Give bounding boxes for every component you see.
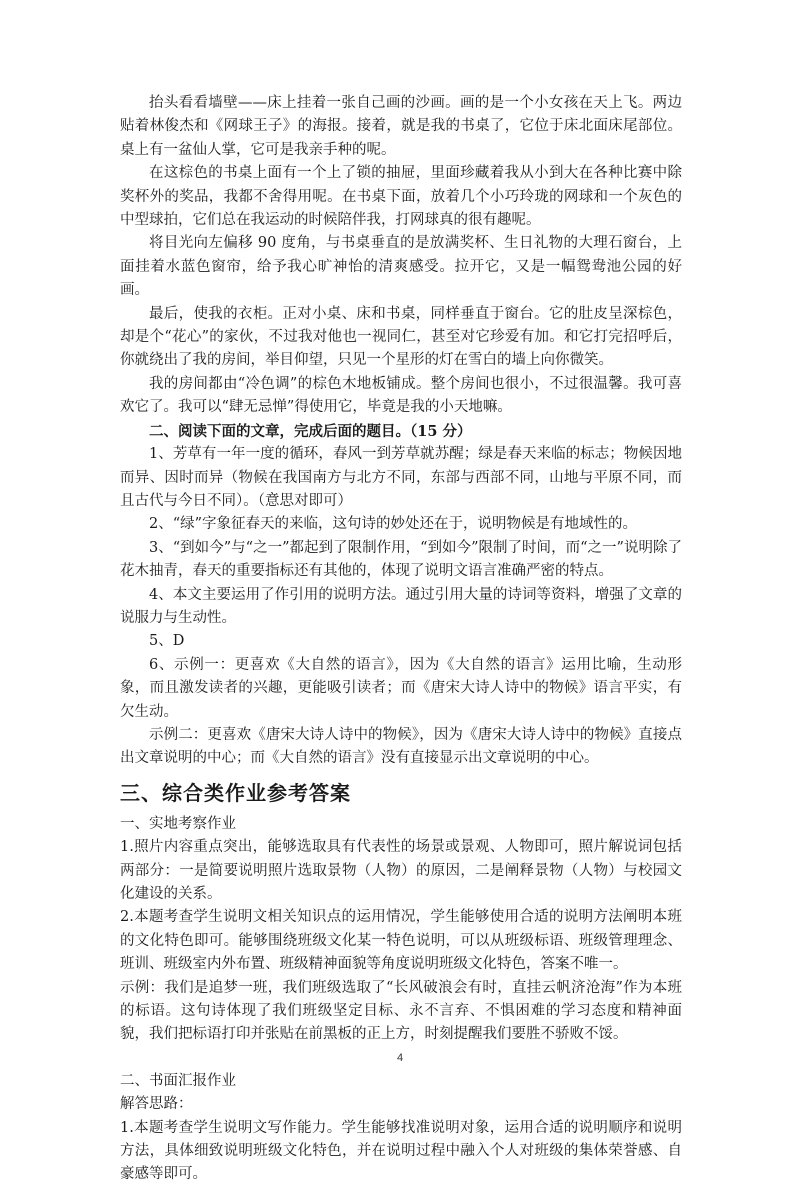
written-report-item-1: 1.本题考查学生说明文写作能力。学生能够找准说明对象，运用合适的说明顺序和说明方法，具体细致说明班级文化特色，并在说明过程中融入个人对班级的集体荣誉感、自豪感等即可。 [120,1119,682,1183]
field-study-item-2: 2.本题考查学生说明文相关知识点的运用情况，学生能够使用合适的说明方法阐明本班的文化特色即可。能够围绕班级文化某一特色说明，可以从班级标语、班级管理理念、班训、班级室内外布置、班级精神面貌等角度说明班级文化特色，答案不唯一。 [120,909,682,973]
reading-answer-6-example-2: 示例二：更喜欢《唐宋大诗人诗中的物候》，因为《唐宋大诗人诗中的物候》直接点出文章说明的中心；而《大自然的语言》没有直接显示出文章说明的中心。 [120,726,682,767]
room-paragraph-3: 将目光向左偏移 90 度角，与书桌垂直的是放满奖杯、生日礼物的大理石窗台，上面挂着水蓝色窗帘，给予我心旷神怡的清爽感受。拉开它，又是一幅鸳鸯池公园的好画。 [120,235,682,299]
page-number: 4 [396,1052,404,1064]
answer-approach-label: 解答思路： [120,1096,193,1113]
reading-answer-5: 5、D [149,633,185,650]
written-report-heading: 二、书面汇报作业 [120,1072,236,1089]
reading-answer-2: 2、“绿”字象征春天的来临，这句诗的妙处还在于，说明物候是有地域性的。 [149,516,638,533]
section-three-title: 三、综合类作业参考答案 [120,780,351,805]
room-paragraph-5: 我的房间都由“冷色调”的棕色木地板铺成。整个房间也很小，不过很温馨。我可喜欢它了。我可以“肆无忌惮”得使用它，毕竟是我的小天地嘛。 [120,375,682,416]
reading-answer-4: 4、本文主要运用了作引用的说明方法。通过引用大量的诗词等资料，增强了文章的说服力与生动性。 [120,586,682,626]
field-study-example: 示例：我们是追梦一班，我们班级选取了“长风破浪会有时，直挂云帆济沧海”作为本班的标语。这句诗体现了我们班级坚定目标、永不言弃、不惧困难的学习态度和精神面貌，我们把标语打印并张贴在前黑板的正上方，时刻提醒我们要胜不骄败不馁。 [120,979,682,1043]
field-study-heading: 一、实地考察作业 [120,815,236,832]
room-paragraph-4: 最后，使我的衣柜。正对小桌、床和书桌，同样垂直于窗台。它的肚皮呈深棕色，却是个“花心”的家伙，不过我对他也一视同仁，甚至对它珍爱有加。和它打完招呼后，你就绕出了我的房间，举目仰望，只见一个星形的灯在雪白的墙上向你微笑。 [120,305,682,369]
reading-answer-3: 3、“到如今”与“之一”都起到了限制作用，“到如今”限制了时间，而“之一”说明除了花木抽青，春天的重要指标还有其他的，体现了说明文语言准确严密的特点。 [120,539,682,580]
reading-answer-1: 1、芳草有一年一度的循环，春风一到芳草就苏醒；绿是春天来临的标志；物候因地而异、因时而异（物候在我国南方与北方不同，东部与西部不同，山地与平原不同，而且古代与今日不同）。（意思对即可） [120,446,682,509]
room-paragraph-1: 抬头看看墙壁——床上挂着一张自己画的沙画。画的是一个小女孩在天上飞。两边贴着林俊杰和《网球王子》的海报。接着，就是我的书桌了，它位于床北面床尾部位。桌上有一盆仙人掌，它可是我亲手种的呢。 [120,95,682,158]
room-paragraph-2: 在这棕色的书桌上面有一个上了锁的抽屉，里面珍藏着我从小到大在各种比赛中除奖杯外的奖品，我都不舍得用呢。在书桌下面，放着几个小巧玲珑的网球和一个灰色的中型球拍，它们总在我运动的时候陪伴我，打网球真的很有趣呢。 [120,165,682,229]
reading-section-heading: 二、阅读下面的文章，完成后面的题目。（15 分） [149,422,472,440]
field-study-item-1: 1.照片内容重点突出，能够选取具有代表性的场景或景观、人物即可，照片解说词包括两部分：一是简要说明照片选取景物（人物）的原因，二是阐释景物（人物）与校园文化建设的关系。 [120,839,682,902]
text-body [120,92,682,1187]
reading-answer-6-example-1: 6、示例一：更喜欢《大自然的语言》，因为《大自然的语言》运用比喻，生动形象，而且激发读者的兴趣，更能吸引读者；而《唐宋大诗人诗中的物候》语言平实，有欠生动。 [120,656,682,720]
